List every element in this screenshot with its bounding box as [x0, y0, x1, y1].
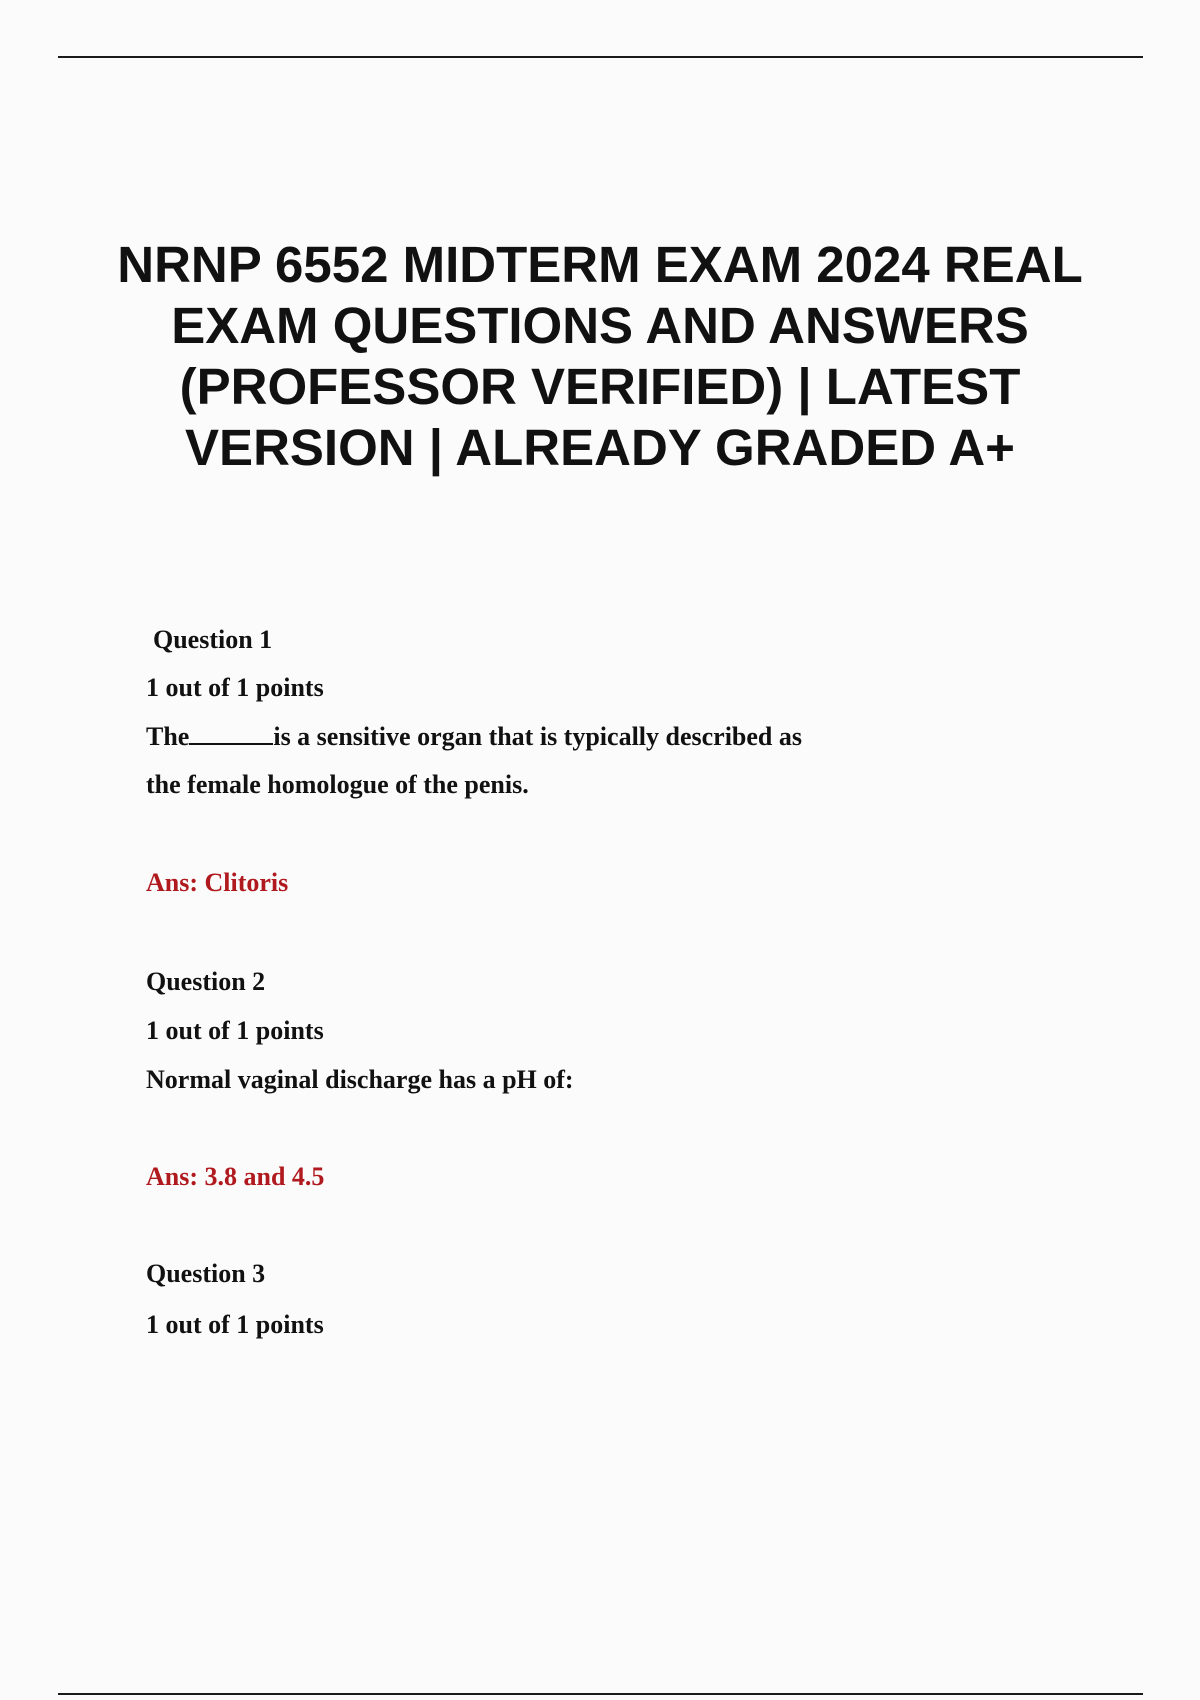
- bottom-rule: [58, 1693, 1143, 1695]
- question-2-text: Normal vaginal discharge has a pH of:: [146, 1065, 574, 1094]
- question-1-points: 1 out of 1 points: [146, 673, 324, 702]
- fill-in-blank: [189, 723, 273, 745]
- question-2-answer: Ans: 3.8 and 4.5: [146, 1162, 325, 1191]
- question-2-points: 1 out of 1 points: [146, 1016, 324, 1045]
- document-title: NRNP 6552 MIDTERM EXAM 2024 REAL EXAM QUESTIONS AND ANSWERS (PROFESSOR VERIFIED) | LATEST VERSION | ALREADY GRADED A+: [117, 236, 1083, 476]
- question-3-points: 1 out of 1 points: [146, 1310, 324, 1339]
- question-1-heading: Question 1: [153, 625, 273, 654]
- question-2-heading: Question 2: [146, 967, 266, 996]
- question-3-heading: Question 3: [146, 1259, 266, 1288]
- question-1-text-line-2: the female homologue of the penis.: [146, 770, 529, 799]
- question-1-answer: Ans: Clitoris: [146, 868, 289, 897]
- question-1-text-before-blank: The: [146, 722, 190, 751]
- question-1-text-line-1: [146, 721, 802, 753]
- question-1-text-after-blank: is a sensitive organ that is typically described as: [273, 722, 803, 751]
